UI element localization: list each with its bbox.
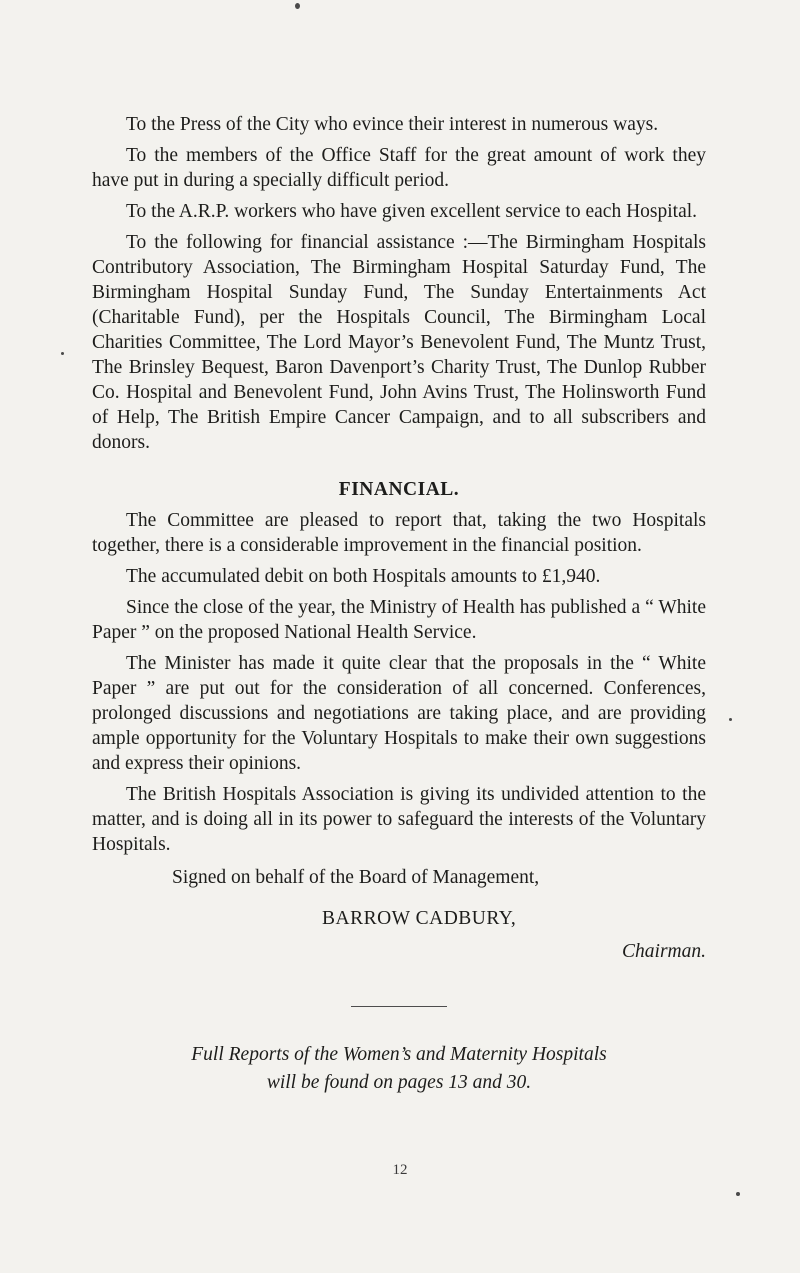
signed-line: Signed on behalf of the Board of Management, bbox=[172, 867, 540, 888]
financial-improvement-paragraph: The Committee are pleased to report that, taking the two Hospitals together, there is a considerable improvement in the financial position. bbox=[92, 510, 706, 556]
ink-speck bbox=[736, 1192, 740, 1196]
signatory-title: Chairman. bbox=[622, 941, 706, 962]
accumulated-debit-paragraph: The accumulated debit on both Hospitals amounts to £1,940. bbox=[126, 566, 601, 587]
ink-speck bbox=[729, 718, 732, 721]
british-hospitals-paragraph: The British Hospitals Association is giving its undivided attention to the matter, and is doing all in its power to safeguard the interests of the Voluntary Hospitals. bbox=[92, 784, 706, 855]
ink-speck bbox=[295, 3, 300, 9]
office-staff-paragraph: To the members of the Office Staff for the great amount of work they have put in during a specially difficult period. bbox=[92, 145, 706, 191]
arp-workers-paragraph: To the A.R.P. workers who have given excellent service to each Hospital. bbox=[126, 201, 698, 222]
page-content bbox=[92, 112, 706, 1097]
signatory-name: BARROW CADBURY, bbox=[322, 908, 517, 929]
financial-heading: FINANCIAL. bbox=[338, 479, 460, 500]
divider-rule bbox=[351, 1006, 447, 1007]
financial-assistance-paragraph: To the following for financial assistance :—The Birmingham Hospitals Contributory Association, The Birmingham Hospital Saturday Fund, The Birmingham Hospital Sunday Fund, The Sunday Entertainments Act (Charitable Fund), per the Hospitals Council, The Birmingham Local Charities Committee, The Lord Mayor’s Benevolent Fund, The Muntz Trust, The Brinsley Bequest, Baron Davenport’s Charity Trust, The Dunlop Rubber Co. Hospital and Benevolent Fund, John Avins Trust, The Holinsworth Fund of Help, The British Empire Cancer Campaign, and to all subscribers and donors. bbox=[92, 232, 706, 453]
footnote-line-2: will be found on pages 13 and 30. bbox=[266, 1072, 532, 1093]
minister-paragraph: The Minister has made it quite clear that the proposals in the “ White Paper ” are put out for the consideration of all concerned. Conferences, prolonged discussions and negotiations are taking place, and are providing ample opportunity for the Voluntary Hospitals to make their own suggestions and express their opinions. bbox=[92, 653, 706, 774]
footnote bbox=[92, 1041, 706, 1097]
white-paper-paragraph: Since the close of the year, the Ministry of Health has published a “ White Paper ” on the proposed National Health Service. bbox=[92, 597, 706, 643]
ink-speck bbox=[61, 352, 64, 355]
press-paragraph: To the Press of the City who evince their interest in numerous ways. bbox=[126, 114, 659, 135]
footnote-line-1: Full Reports of the Women’s and Maternity Hospitals bbox=[191, 1044, 607, 1065]
page-number: 12 bbox=[392, 1162, 408, 1178]
